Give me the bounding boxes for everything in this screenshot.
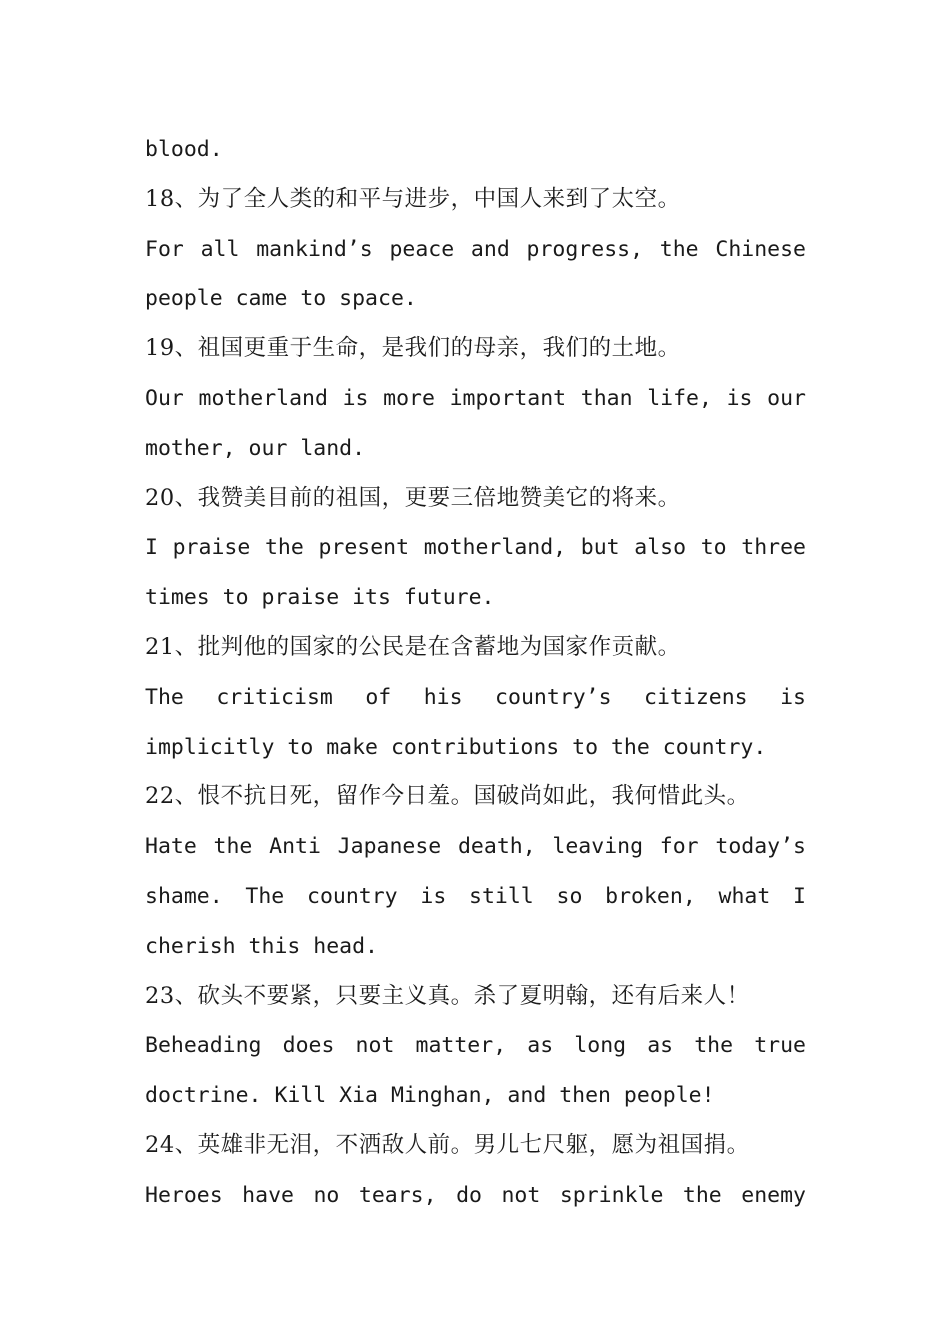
english-text-line: Heroes have no tears, do not sprinkle the enemy — [145, 1182, 806, 1208]
english-text-line: times to praise its future. — [145, 585, 495, 611]
english-text-line: The criticism of his country’s citizens is — [145, 684, 806, 710]
english-text-line: Beheading does not matter, as long as the true — [145, 1033, 806, 1059]
english-text-line: shame. The country is still so broken, what I — [145, 883, 806, 909]
english-text-line: implicitly to make contributions to the country. — [145, 734, 767, 760]
chinese-text-line: 20、我赞美目前的祖国，更要三倍地赞美它的将来。 — [145, 484, 681, 511]
chinese-text-line: 24、英雄非无泪，不洒敌人前。男儿七尺躯，愿为祖国捐。 — [145, 1131, 750, 1158]
english-text-line: For all mankind’s peace and progress, the Chinese — [145, 236, 806, 262]
chinese-text-line: 22、恨不抗日死，留作今日羞。国破尚如此，我何惜此头。 — [145, 783, 750, 810]
english-text-line: people came to space. — [145, 286, 417, 312]
english-text-line: mother, our land. — [145, 435, 366, 461]
chinese-text-line: 23、砍头不要紧，只要主义真。杀了夏明翰，还有后来人！ — [145, 982, 750, 1009]
english-text-line: I praise the present motherland, but also to three — [145, 535, 806, 561]
chinese-text-line: 21、批判他的国家的公民是在含蓄地为国家作贡献。 — [145, 633, 681, 660]
document-page — [145, 125, 806, 1221]
english-text-line: Hate the Anti Japanese death, leaving for today’s — [145, 834, 806, 860]
english-text-line: Our motherland is more important than life, is our — [145, 385, 806, 411]
chinese-text-line: 18、为了全人类的和平与进步，中国人来到了太空。 — [145, 185, 681, 212]
english-text-line: cherish this head. — [145, 933, 378, 959]
chinese-text-line: 19、祖国更重于生命，是我们的母亲，我们的土地。 — [145, 335, 681, 362]
english-text-line: blood. — [145, 137, 223, 162]
english-text-line: doctrine. Kill Xia Minghan, and then people! — [145, 1083, 715, 1109]
